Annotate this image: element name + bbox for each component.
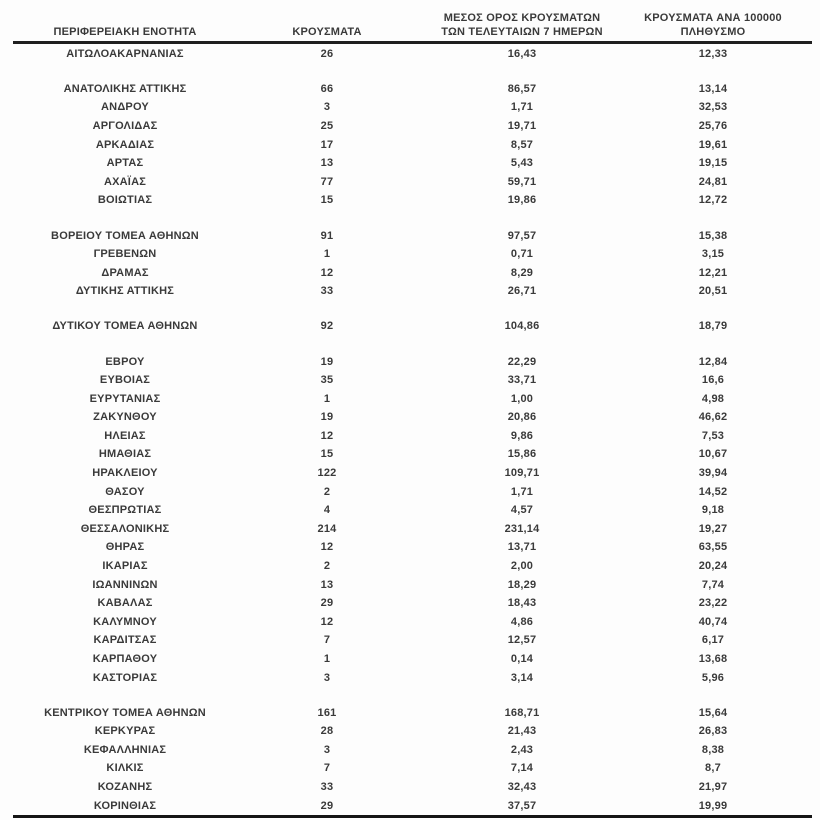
avg-7day-cell: 4,57: [510, 504, 534, 517]
avg-7day-cell: 104,86: [504, 320, 540, 333]
group-spacer: [13, 63, 812, 80]
region-name-cell: ΑΡΤΑΣ: [106, 157, 144, 170]
avg-7day-cell: 13,71: [507, 541, 537, 554]
table-row: [13, 759, 812, 778]
column-header-avg-7day: [417, 11, 627, 39]
cases-cell: 66: [320, 82, 334, 95]
per-100k-cell: 7,74: [701, 578, 725, 591]
per-100k-cell: 25,76: [698, 120, 728, 133]
table-row: [13, 445, 812, 464]
avg-7day-cell: 37,57: [507, 799, 537, 812]
avg-7day-cell: 8,29: [510, 266, 534, 279]
cases-cell: 161: [317, 706, 337, 719]
cases-cell: 12: [320, 429, 334, 442]
table-row: [13, 408, 812, 427]
region-name-cell: ΑΡΚΑΔΙΑΣ: [95, 138, 155, 151]
column-header-regional-unit-label: ΠΕΡΙΦΕΡΕΙΑΚΗ ΕΝΟΤΗΤΑ: [53, 26, 197, 38]
avg-7day-cell: 2,43: [510, 743, 534, 756]
per-100k-cell: 16,6: [701, 374, 725, 387]
table-row: [13, 703, 812, 722]
region-name-cell: ΒΟΡΕΙΟΥ ΤΟΜΕΑ ΑΘΗΝΩΝ: [51, 229, 199, 242]
cases-cell: 28: [320, 725, 334, 738]
cases-cell: 13: [320, 578, 334, 591]
cases-cell: 35: [320, 374, 334, 387]
region-name-cell: ΘΑΣΟΥ: [105, 485, 145, 498]
regional-cases-table: [13, 8, 812, 818]
region-name-cell: ΚΑΡΔΙΤΣΑΣ: [93, 634, 157, 647]
table-row: [13, 722, 812, 741]
avg-7day-cell: 109,71: [504, 467, 540, 480]
cases-cell: 91: [320, 229, 334, 242]
per-100k-cell: 19,61: [698, 138, 728, 151]
avg-7day-cell: 12,57: [507, 634, 537, 647]
column-header-per-100k-line1: ΚΡΟΥΣΜΑΤΑ ΑΝΑ 100000: [644, 12, 782, 24]
per-100k-cell: 3,15: [701, 248, 725, 261]
cases-cell: 29: [320, 597, 334, 610]
table-row: [13, 501, 812, 520]
region-name-cell: ΚΟΖΑΝΗΣ: [97, 781, 153, 794]
avg-7day-cell: 1,71: [510, 101, 534, 114]
region-name-cell: ΑΝΔΡΟΥ: [101, 101, 149, 114]
region-name-cell: ΒΟΙΩΤΙΑΣ: [97, 194, 153, 207]
column-header-cases-label: ΚΡΟΥΣΜΑΤΑ: [292, 26, 362, 38]
table-row: [13, 154, 812, 173]
per-100k-cell: 14,52: [698, 485, 728, 498]
table-row: [13, 575, 812, 594]
cases-cell: 7: [323, 762, 331, 775]
region-name-cell: ΕΥΡΥΤΑΝΙΑΣ: [89, 392, 161, 405]
per-100k-cell: 13,14: [698, 82, 728, 95]
per-100k-cell: 40,74: [698, 615, 728, 628]
avg-7day-cell: 15,86: [507, 448, 537, 461]
per-100k-cell: 12,72: [698, 194, 728, 207]
table-row: [13, 117, 812, 136]
per-100k-cell: 21,97: [698, 781, 728, 794]
cases-cell: 4: [323, 504, 331, 517]
table-row: [13, 482, 812, 501]
cases-cell: 15: [320, 448, 334, 461]
region-name-cell: ΖΑΚΥΝΘΟΥ: [93, 411, 157, 424]
group-spacer: [13, 301, 812, 318]
avg-7day-cell: 26,71: [507, 285, 537, 298]
cases-cell: 2: [323, 485, 331, 498]
table-row: [13, 80, 812, 99]
per-100k-cell: 46,62: [698, 411, 728, 424]
per-100k-cell: 15,64: [698, 706, 728, 719]
column-header-per-100k: [627, 11, 799, 39]
region-name-cell: ΚΕΡΚΥΡΑΣ: [94, 725, 156, 738]
cases-cell: 1: [323, 248, 331, 261]
region-name-cell: ΚΕΦΑΛΛΗΝΙΑΣ: [83, 743, 167, 756]
per-100k-cell: 6,17: [701, 634, 725, 647]
per-100k-cell: 19,15: [698, 157, 728, 170]
per-100k-cell: 15,38: [698, 229, 728, 242]
region-name-cell: ΗΜΑΘΙΑΣ: [98, 448, 152, 461]
cases-cell: 122: [317, 467, 337, 480]
cases-cell: 29: [320, 799, 334, 812]
cases-cell: 92: [320, 320, 334, 333]
avg-7day-cell: 8,57: [510, 138, 534, 151]
avg-7day-cell: 22,29: [507, 355, 537, 368]
per-100k-cell: 19,99: [698, 799, 728, 812]
avg-7day-cell: 32,43: [507, 781, 537, 794]
table-row: [13, 282, 812, 301]
table-row: [13, 45, 812, 64]
cases-cell: 33: [320, 285, 334, 298]
avg-7day-cell: 2,00: [510, 560, 534, 573]
table-row: [13, 226, 812, 245]
table-row: [13, 631, 812, 650]
table-row: [13, 317, 812, 336]
avg-7day-cell: 9,86: [510, 429, 534, 442]
region-name-cell: ΕΥΒΟΙΑΣ: [99, 374, 151, 387]
per-100k-cell: 12,33: [698, 47, 728, 60]
region-name-cell: ΑΝΑΤΟΛΙΚΗΣ ΑΤΤΙΚΗΣ: [63, 82, 187, 95]
table-row: [13, 98, 812, 117]
cases-cell: 25: [320, 120, 334, 133]
cases-cell: 1: [323, 392, 331, 405]
table-row: [13, 557, 812, 576]
avg-7day-cell: 86,57: [507, 82, 537, 95]
region-name-cell: ΚΙΛΚΙΣ: [106, 762, 144, 775]
region-name-cell: ΔΥΤΙΚΗΣ ΑΤΤΙΚΗΣ: [75, 285, 175, 298]
column-header-avg-7day-line2: ΤΩΝ ΤΕΛΕΥΤΑΙΩΝ 7 ΗΜΕΡΩΝ: [441, 26, 603, 38]
region-name-cell: ΚΕΝΤΡΙΚΟΥ ΤΟΜΕΑ ΑΘΗΝΩΝ: [44, 706, 206, 719]
avg-7day-cell: 3,14: [510, 671, 534, 684]
region-name-cell: ΙΩΑΝΝΙΝΩΝ: [92, 578, 158, 591]
avg-7day-cell: 0,71: [510, 248, 534, 261]
table-header-row: [13, 8, 812, 39]
cases-cell: 15: [320, 194, 334, 207]
cases-cell: 12: [320, 615, 334, 628]
table-row: [13, 352, 812, 371]
region-name-cell: ΚΟΡΙΝΘΙΑΣ: [93, 799, 157, 812]
region-name-cell: ΚΑΒΑΛΑΣ: [97, 597, 153, 610]
table-row: [13, 263, 812, 282]
column-header-per-100k-line2: ΠΛΗΘΥΣΜΟ: [680, 26, 746, 38]
per-100k-cell: 39,94: [698, 467, 728, 480]
column-header-cases: [237, 25, 417, 39]
per-100k-cell: 13,68: [698, 653, 728, 666]
region-name-cell: ΚΑΣΤΟΡΙΑΣ: [92, 671, 158, 684]
avg-7day-cell: 7,14: [510, 762, 534, 775]
table-row: [13, 668, 812, 687]
avg-7day-cell: 21,43: [507, 725, 537, 738]
table-row: [13, 538, 812, 557]
cases-cell: 3: [323, 101, 331, 114]
group-spacer: [13, 687, 812, 704]
avg-7day-cell: 0,14: [510, 653, 534, 666]
avg-7day-cell: 16,43: [507, 47, 537, 60]
region-name-cell: ΚΑΛΥΜΝΟΥ: [93, 615, 157, 628]
region-name-cell: ΔΡΑΜΑΣ: [101, 266, 149, 279]
per-100k-cell: 26,83: [698, 725, 728, 738]
cases-cell: 1: [323, 653, 331, 666]
avg-7day-cell: 4,86: [510, 615, 534, 628]
per-100k-cell: 9,18: [701, 504, 725, 517]
per-100k-cell: 32,53: [698, 101, 728, 114]
table-row: [13, 778, 812, 797]
avg-7day-cell: 168,71: [504, 706, 540, 719]
avg-7day-cell: 1,00: [510, 392, 534, 405]
cases-cell: 3: [323, 671, 331, 684]
avg-7day-cell: 20,86: [507, 411, 537, 424]
per-100k-cell: 20,24: [698, 560, 728, 573]
bottom-divider-line: [13, 815, 812, 818]
column-header-regional-unit: [13, 25, 237, 39]
cases-cell: 33: [320, 781, 334, 794]
table-row: [13, 520, 812, 539]
table-row: [13, 371, 812, 390]
region-name-cell: ΙΚΑΡΙΑΣ: [102, 560, 148, 573]
per-100k-cell: 10,67: [698, 448, 728, 461]
avg-7day-cell: 231,14: [504, 522, 540, 535]
avg-7day-cell: 19,86: [507, 194, 537, 207]
per-100k-cell: 4,98: [701, 392, 725, 405]
region-name-cell: ΑΧΑΪΑΣ: [103, 175, 147, 188]
per-100k-cell: 8,38: [701, 743, 725, 756]
avg-7day-cell: 18,29: [507, 578, 537, 591]
table-row: [13, 389, 812, 408]
table-row: [13, 650, 812, 669]
per-100k-cell: 5,96: [701, 671, 725, 684]
table-row: [13, 796, 812, 815]
avg-7day-cell: 33,71: [507, 374, 537, 387]
cases-cell: 17: [320, 138, 334, 151]
cases-cell: 2: [323, 560, 331, 573]
region-name-cell: ΘΕΣΠΡΩΤΙΑΣ: [88, 504, 162, 517]
per-100k-cell: 20,51: [698, 285, 728, 298]
region-name-cell: ΑΙΤΩΛΟΑΚΑΡΝΑΝΙΑΣ: [66, 47, 184, 60]
per-100k-cell: 7,53: [701, 429, 725, 442]
region-name-cell: ΗΛΕΙΑΣ: [104, 429, 146, 442]
avg-7day-cell: 5,43: [510, 157, 534, 170]
table-row: [13, 173, 812, 192]
cases-cell: 3: [323, 743, 331, 756]
cases-cell: 26: [320, 47, 334, 60]
table-row: [13, 594, 812, 613]
cases-cell: 77: [320, 175, 334, 188]
per-100k-cell: 18,79: [698, 320, 728, 333]
table-row: [13, 191, 812, 210]
group-spacer: [13, 210, 812, 227]
region-name-cell: ΗΡΑΚΛΕΙΟΥ: [92, 467, 158, 480]
column-header-avg-7day-line1: ΜΕΣΟΣ ΟΡΟΣ ΚΡΟΥΣΜΑΤΩΝ: [443, 12, 601, 24]
per-100k-cell: 19,27: [698, 522, 728, 535]
region-name-cell: ΑΡΓΟΛΙΔΑΣ: [92, 120, 158, 133]
per-100k-cell: 12,21: [698, 266, 728, 279]
cases-cell: 13: [320, 157, 334, 170]
table-row: [13, 464, 812, 483]
per-100k-cell: 12,84: [698, 355, 728, 368]
avg-7day-cell: 97,57: [507, 229, 537, 242]
region-name-cell: ΘΗΡΑΣ: [105, 541, 145, 554]
avg-7day-cell: 18,43: [507, 597, 537, 610]
table-row: [13, 427, 812, 446]
cases-cell: 19: [320, 411, 334, 424]
avg-7day-cell: 59,71: [507, 175, 537, 188]
cases-cell: 12: [320, 266, 334, 279]
region-name-cell: ΕΒΡΟΥ: [105, 355, 145, 368]
cases-cell: 19: [320, 355, 334, 368]
per-100k-cell: 24,81: [698, 175, 728, 188]
table-body: [13, 44, 812, 815]
region-name-cell: ΔΥΤΙΚΟΥ ΤΟΜΕΑ ΑΘΗΝΩΝ: [52, 320, 198, 333]
region-name-cell: ΘΕΣΣΑΛΟΝΙΚΗΣ: [80, 522, 170, 535]
cases-cell: 7: [323, 634, 331, 647]
per-100k-cell: 63,55: [698, 541, 728, 554]
table-row: [13, 135, 812, 154]
avg-7day-cell: 19,71: [507, 120, 537, 133]
cases-cell: 214: [317, 522, 337, 535]
cases-cell: 12: [320, 541, 334, 554]
group-spacer: [13, 336, 812, 353]
per-100k-cell: 23,22: [698, 597, 728, 610]
table-row: [13, 613, 812, 632]
table-row: [13, 741, 812, 760]
region-name-cell: ΓΡΕΒΕΝΩΝ: [93, 248, 157, 261]
avg-7day-cell: 1,71: [510, 485, 534, 498]
table-row: [13, 245, 812, 264]
region-name-cell: ΚΑΡΠΑΘΟΥ: [92, 653, 158, 666]
per-100k-cell: 8,7: [705, 762, 721, 775]
